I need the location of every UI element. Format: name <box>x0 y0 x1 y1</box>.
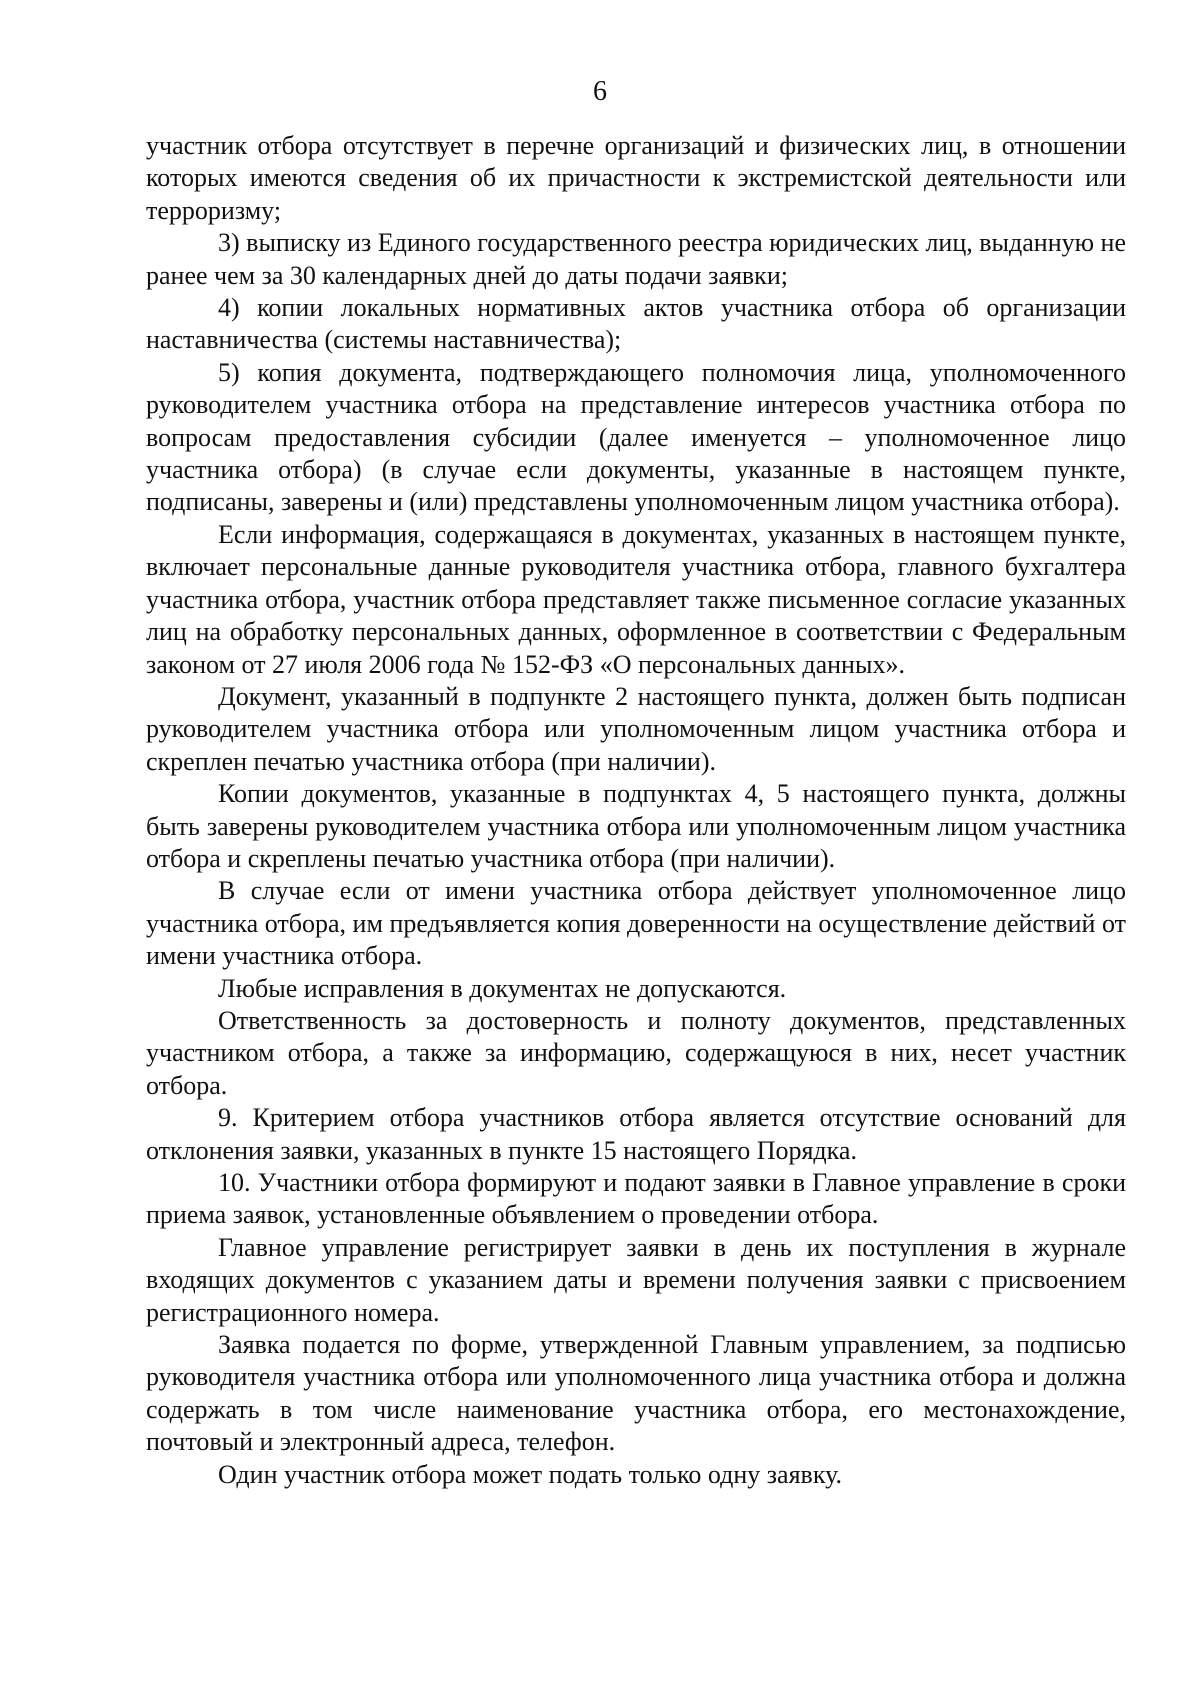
paragraph-responsibility: Ответственность за достоверность и полноту документов, представленных участником отбора, а также за информацию, содержащуюся в них, несет участник отбора. <box>146 1005 1126 1100</box>
paragraph-application-form: Заявка подается по форме, утвержденной Главным управлением, за подписью руководителя участника отбора или уполномоченного лица участника отбора и должна содержать в том числе наименование участника отбора, его местонахождение, почтовый и электронный адреса, телефон. <box>146 1330 1126 1457</box>
paragraph-document-signature: Документ, указанный в подпункте 2 настоящего пункта, должен быть подписан руководителем участника отбора или уполномоченным лицом участника отбора и скреплен печатью участника отбора (при наличии). <box>146 681 1126 776</box>
paragraph-one-application: Один участник отбора может подать только одну заявку. <box>218 1459 842 1489</box>
paragraph-personal-data: Если информация, содержащаяся в документах, указанных в настоящем пункте, включает персональные данные руководителя участника отбора, главного бухгалтера участника отбора, участник отбора представляет также письменное согласие указанных лиц на обработку персональных данных, оформленное в соответствии с Федеральным законом от 27 июля 2006 года № 152-ФЗ «О персональных данных». <box>146 519 1126 679</box>
paragraph-item-5: 5) копия документа, подтверждающего полномочия лица, уполномоченного руководителем участника отбора на представление интересов участника отбора по вопросам предоставления субсидии (далее именуется – уполномоченное лицо участника отбора) (в случае если документы, указанные в настоящем пункте, подписаны, заверены и (или) представлены уполномоченным лицом участника отбора). <box>146 357 1126 517</box>
paragraph-item-9: 9. Критерием отбора участников отбора является отсутствие оснований для отклонения заявки, указанных в пункте 15 настоящего Порядка. <box>146 1103 1126 1165</box>
paragraph-copies-certified: Копии документов, указанные в подпунктах 4, 5 настоящего пункта, должны быть заверены руководителем участника отбора или уполномоченным лицом участника отбора и скреплены печатью участника отбора (при наличии). <box>146 779 1126 873</box>
document-body <box>146 130 1126 1491</box>
paragraph-item-10: 10. Участники отбора формируют и подают заявки в Главное управление в сроки приема заявок, установленные объявлением о проведении отбора. <box>146 1168 1126 1230</box>
paragraph-item-3: 3) выписку из Единого государственного реестра юридических лиц, выданную не ранее чем за 30 календарных дней до даты подачи заявки; <box>146 228 1126 290</box>
paragraph-no-corrections: Любые исправления в документах не допускаются. <box>218 973 787 1003</box>
paragraph-item-4: 4) копии локальных нормативных актов участника отбора об организации наставничества (системы наставничества); <box>146 293 1126 355</box>
paragraph-registration: Главное управление регистрирует заявки в день их поступления в журнале входящих документов с указанием даты и времени получения заявки с присвоением регистрационного номера. <box>146 1232 1126 1327</box>
paragraph-power-of-attorney: В случае если от имени участника отбора действует уполномоченное лицо участника отбора, им предъявляется копия доверенности на осуществление действий от имени участника отбора. <box>146 876 1126 971</box>
paragraph-continuation: участник отбора отсутствует в перечне организаций и физических лиц, в отношении которых имеются сведения об их причастности к экстремистской деятельности или терроризму; <box>146 131 1126 225</box>
page-number: 6 <box>593 76 607 107</box>
